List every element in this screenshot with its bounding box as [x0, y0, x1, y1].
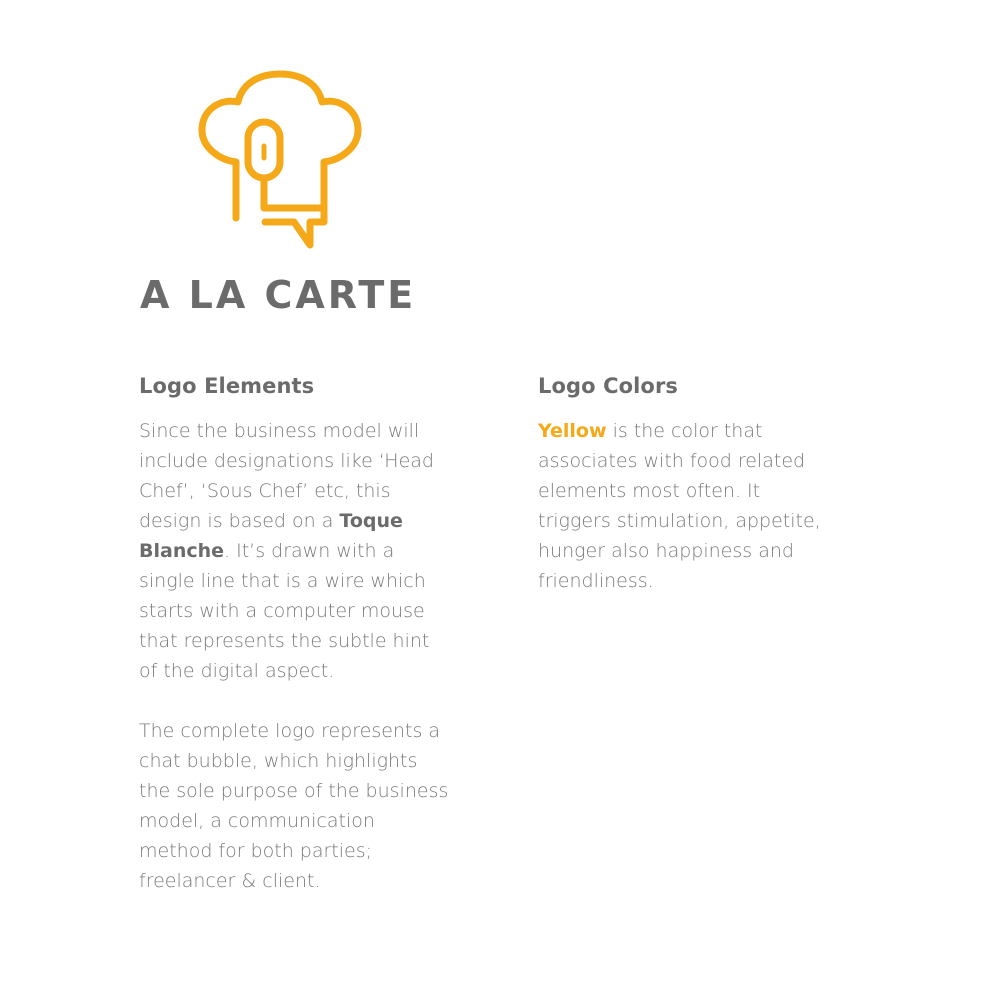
- logo-elements-heading: Logo Elements: [139, 374, 315, 398]
- toque-blanche-term: Toque Blanche: [139, 510, 403, 562]
- logo-elements-paragraph-2: The complete logo represents a chat bubble, which highlights the sole purpose of the business model, a communication method for both parties; freelancer & client.: [139, 720, 449, 892]
- logo-elements-paragraph-1: [139, 416, 489, 686]
- logo-colors-paragraph: [538, 416, 868, 596]
- logo-colors-text: is the color that associates with food related elements most often. It triggers stimulation, appetite, hunger also happiness and friendliness.: [538, 420, 821, 592]
- logo-elements-text-b: . It’s drawn with a single line that is a wire which starts with a computer mouse that represents the subtle hint of the digital aspect.: [139, 540, 430, 682]
- logo-colors-section: [538, 372, 868, 596]
- chef-hat-logo-icon: [190, 70, 370, 260]
- mouse-wire: [264, 178, 324, 208]
- logo-elements-text-a: Since the business model will include designations like ‘Head Chef’, ‘Sous Chef’ etc, this design is based on a: [139, 420, 434, 532]
- yellow-color-term: Yellow: [538, 420, 607, 442]
- svg-text:A LA CARTE: A LA CARTE: [140, 273, 417, 317]
- logo-elements-section: [139, 372, 489, 896]
- wordmark-logo: [138, 270, 438, 320]
- logo-colors-heading: Logo Colors: [538, 374, 678, 398]
